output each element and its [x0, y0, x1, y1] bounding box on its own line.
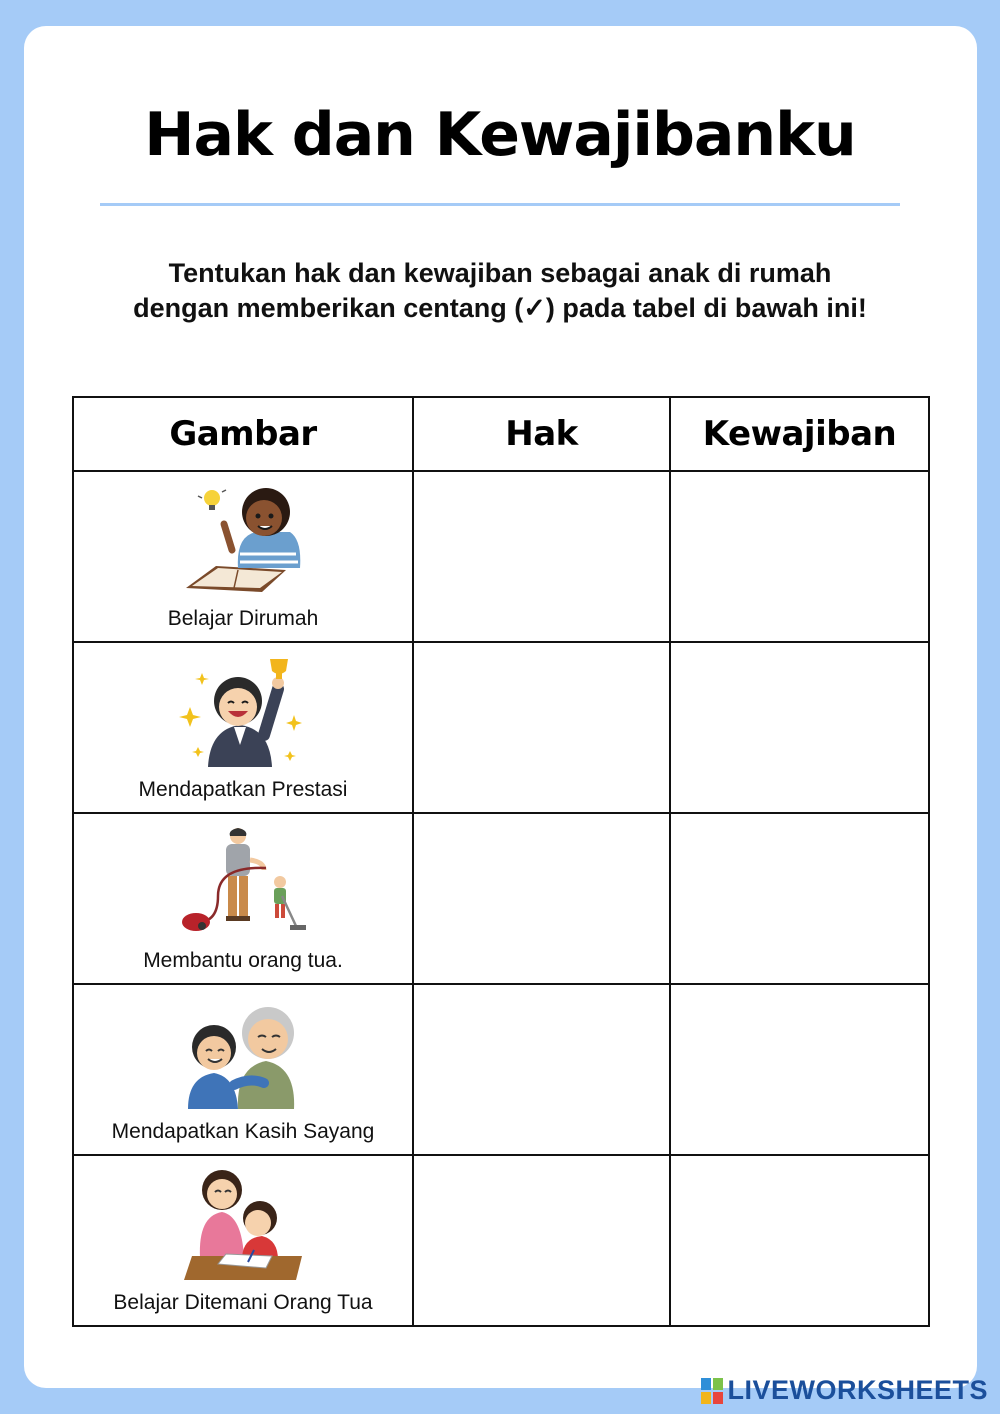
picture-cell	[73, 642, 413, 813]
row-caption: Belajar Ditemani Orang Tua	[113, 1291, 373, 1314]
brand-name: LIVEWORKSHEETS	[727, 1375, 988, 1405]
girl-studying-icon	[178, 484, 308, 596]
header-kewajiban: Kewajiban	[670, 397, 929, 471]
table-row	[73, 642, 929, 813]
table-row	[73, 984, 929, 1155]
liveworksheets-logo-icon	[701, 1378, 723, 1404]
rights-duties-table	[72, 396, 930, 1327]
header-hak: Hak	[413, 397, 670, 471]
boy-trophy-icon	[178, 655, 308, 767]
hak-answer-cell[interactable]	[413, 471, 670, 642]
picture-cell	[73, 471, 413, 642]
hak-answer-cell[interactable]	[413, 813, 670, 984]
kewajiban-answer-cell[interactable]	[670, 984, 929, 1155]
kewajiban-answer-cell[interactable]	[670, 1155, 929, 1326]
instruction-text	[60, 256, 940, 326]
worksheet-title: Hak dan Kewajibanku	[144, 100, 856, 170]
picture-cell	[73, 1155, 413, 1326]
liveworksheets-logo[interactable]	[701, 1375, 988, 1406]
hak-answer-cell[interactable]	[413, 984, 670, 1155]
row-caption: Mendapatkan Kasih Sayang	[111, 1120, 375, 1143]
title-divider	[100, 203, 900, 206]
father-child-vacuum-icon	[178, 826, 308, 938]
kewajiban-answer-cell[interactable]	[670, 813, 929, 984]
table-header-row	[73, 397, 929, 471]
table-row	[73, 1155, 929, 1326]
picture-cell	[73, 813, 413, 984]
table-row	[73, 471, 929, 642]
mother-child-study-icon	[178, 1168, 308, 1280]
row-caption: Membantu orang tua.	[143, 949, 343, 972]
hak-answer-cell[interactable]	[413, 1155, 670, 1326]
kewajiban-answer-cell[interactable]	[670, 471, 929, 642]
picture-cell	[73, 984, 413, 1155]
boy-grandfather-icon	[178, 997, 308, 1109]
header-gambar: Gambar	[73, 397, 413, 471]
hak-answer-cell[interactable]	[413, 642, 670, 813]
row-caption: Belajar Dirumah	[167, 607, 319, 630]
instruction-line-1: Tentukan hak dan kewajiban sebagai anak di rumah	[168, 258, 832, 288]
row-caption: Mendapatkan Prestasi	[138, 778, 348, 801]
kewajiban-answer-cell[interactable]	[670, 642, 929, 813]
table-row	[73, 813, 929, 984]
instruction-line-2: dengan memberikan centang (✓) pada tabel di bawah ini!	[133, 293, 867, 323]
